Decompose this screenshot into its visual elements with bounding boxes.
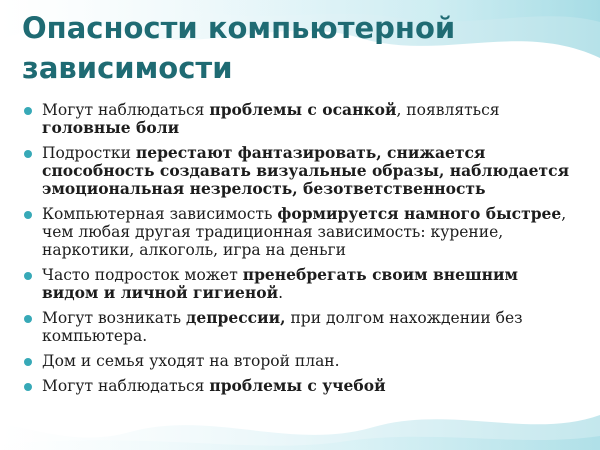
bullet-emphasis: перестают фантазировать, снижается способность создавать визуальные образы, наблюдается эмоциональная незрелость, безответственность — [42, 143, 570, 198]
bullet-text: при долгом нахождении без компьютера. — [42, 309, 523, 345]
bullet-emphasis: проблемы с осанкой — [209, 100, 397, 119]
bullet-emphasis: формируется намного быстрее — [277, 204, 562, 223]
bullet-item — [24, 101, 574, 137]
bullet-text: Могут возникать — [42, 309, 186, 327]
bullet-text: Подростки — [42, 144, 136, 162]
slide-title-line-2: зависимости — [22, 51, 233, 85]
bullet-emphasis: пренебрегать своим внешним видом и личной гигиеной — [42, 265, 518, 302]
bullet-emphasis: головные боли — [42, 118, 180, 137]
bullet-text: , появляться — [396, 101, 500, 119]
bullet-text: Дом и семья уходят на второй план. — [42, 352, 340, 370]
bullet-dot-icon — [24, 358, 32, 366]
bullet-dot-icon — [24, 150, 32, 158]
slide-title-line-1: Опасности компьютерной — [22, 11, 456, 45]
bullet-item — [24, 205, 574, 259]
slide-title — [22, 8, 582, 88]
bullet-dot-icon — [24, 272, 32, 280]
bullet-item — [24, 266, 574, 302]
bullet-text: Могут наблюдаться — [42, 101, 210, 119]
bullet-list — [24, 101, 574, 402]
bullet-dot-icon — [24, 107, 32, 115]
bullet-dot-icon — [24, 315, 32, 323]
bullet-dot-icon — [24, 383, 32, 391]
bullet-emphasis: проблемы с учебой — [209, 376, 386, 395]
bullet-dot-icon — [24, 211, 32, 219]
bullet-text: , чем любая другая традиционная зависимость: курение, наркотики, алкоголь, игра на деньги — [42, 205, 567, 259]
bullet-item — [24, 309, 574, 345]
bullet-text: . — [278, 284, 284, 302]
bullet-text: Компьютерная зависимость — [42, 205, 278, 223]
bullet-item — [24, 352, 574, 370]
bullet-item — [24, 377, 574, 395]
bullet-emphasis: депрессии, — [186, 308, 286, 327]
bullet-text: Часто подросток может — [42, 266, 243, 284]
bullet-text: Могут наблюдаться — [42, 377, 210, 395]
bullet-item — [24, 144, 574, 198]
